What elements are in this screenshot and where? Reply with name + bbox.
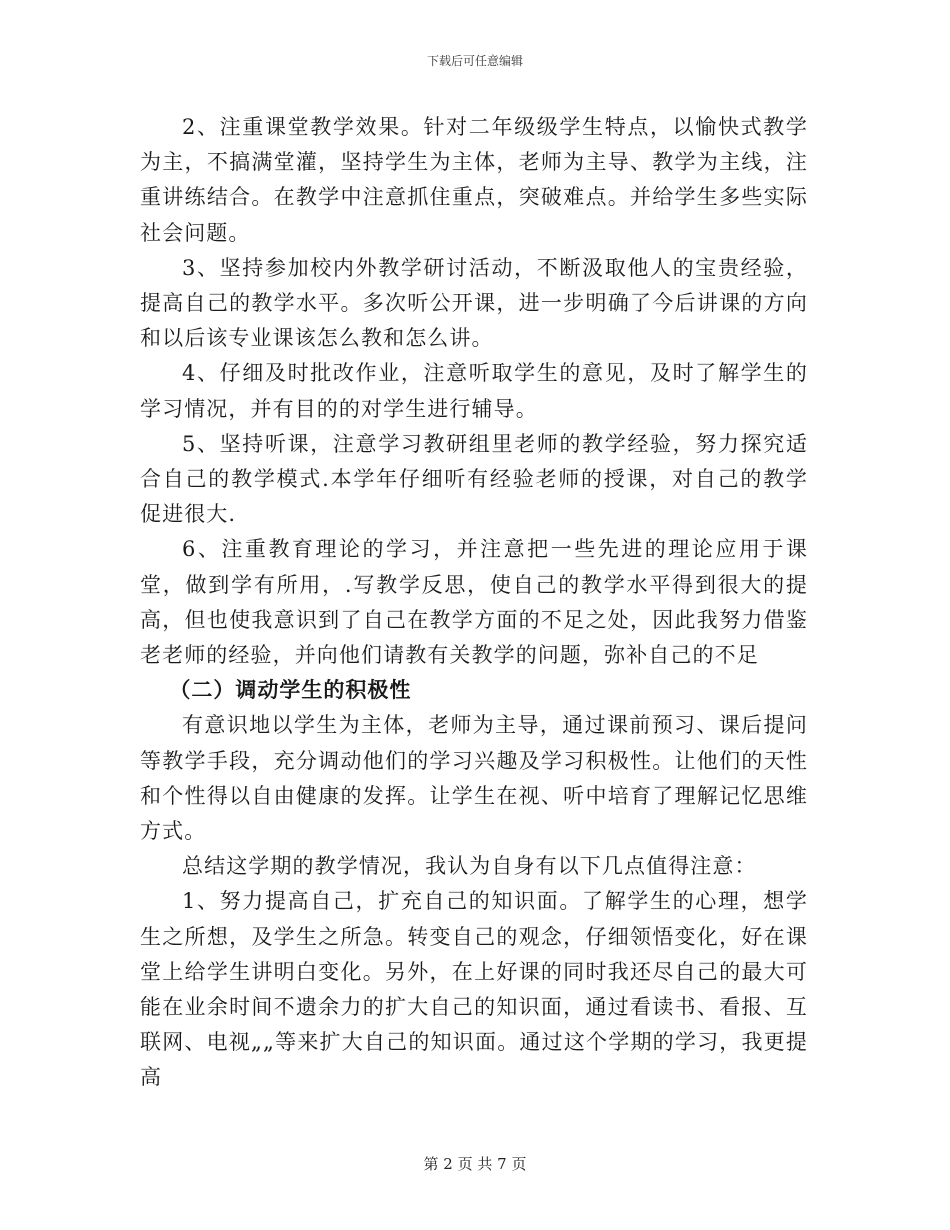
paragraph-item-6: 6、注重教育理论的学习，并注意把一些先进的理论应用于课堂，做到学有所用，.写教学反思，使自己的教学水平得到很大的提高，但也使我意识到了自己在教学方面的不足之处，因此我努力借鉴老老师的经验，并向他们请教有关教学的问题，弥补自己的不足	[140, 537, 808, 668]
document-body	[140, 110, 808, 1096]
section-heading: （二）调动学生的积极性	[169, 678, 412, 703]
paragraph-initiative: 有意识地以学生为主体，老师为主导，通过课前预习、课后提问等教学手段，充分调动他们的学习兴趣及学习积极性。让他们的天性和个性得以自由健康的发挥。让学生在视、听中培育了理解记忆思维方式。	[140, 713, 808, 844]
paragraph-summary-intro: 总结这学期的教学情况，我认为自身有以下几点值得注意：	[182, 854, 757, 879]
page-header-note: 下载后可任意编辑	[426, 54, 523, 68]
paragraph-item-2: 2、注重课堂教学效果。针对二年级级学生特点，以愉快式教学为主，不搞满堂灌，坚持学生为主体，老师为主导、教学为主线，注重讲练结合。在教学中注意抓住重点，突破难点。并给学生多些实际社会问题。	[140, 115, 808, 245]
paragraph-item-3: 3、坚持参加校内外教学研讨活动，不断汲取他人的宝贵经验，提高自己的教学水平。多次听公开课，进一步明确了今后讲课的方向和以后该专业课该怎么教和怎么讲。	[140, 255, 808, 351]
paragraph-item-4: 4、仔细及时批改作业，注意听取学生的意见，及时了解学生的学习情况，并有目的的对学生进行辅导。	[140, 361, 808, 421]
paragraph-item-5: 5、坚持听课，注意学习教研组里老师的教学经验，努力探究适合自己的教学模式.本学年仔细听有经验老师的授课，对自己的教学促进很大.	[140, 431, 808, 527]
paragraph-point-1: 1、努力提高自己，扩充自己的知识面。了解学生的心理，想学生之所想，及学生之所急。转变自己的观念，仔细领悟变化，好在课堂上给学生讲明白变化。另外，在上好课的同时我还尽自己的最大可能在业余时间不遗余力的扩大自己的知识面，通过看读书、看报、互联网、电视„„等来扩大自己的知识面。通过这个学期的学习，我更提高	[140, 889, 808, 1090]
page-number: 第 2 页 共 7 页	[423, 1155, 527, 1173]
